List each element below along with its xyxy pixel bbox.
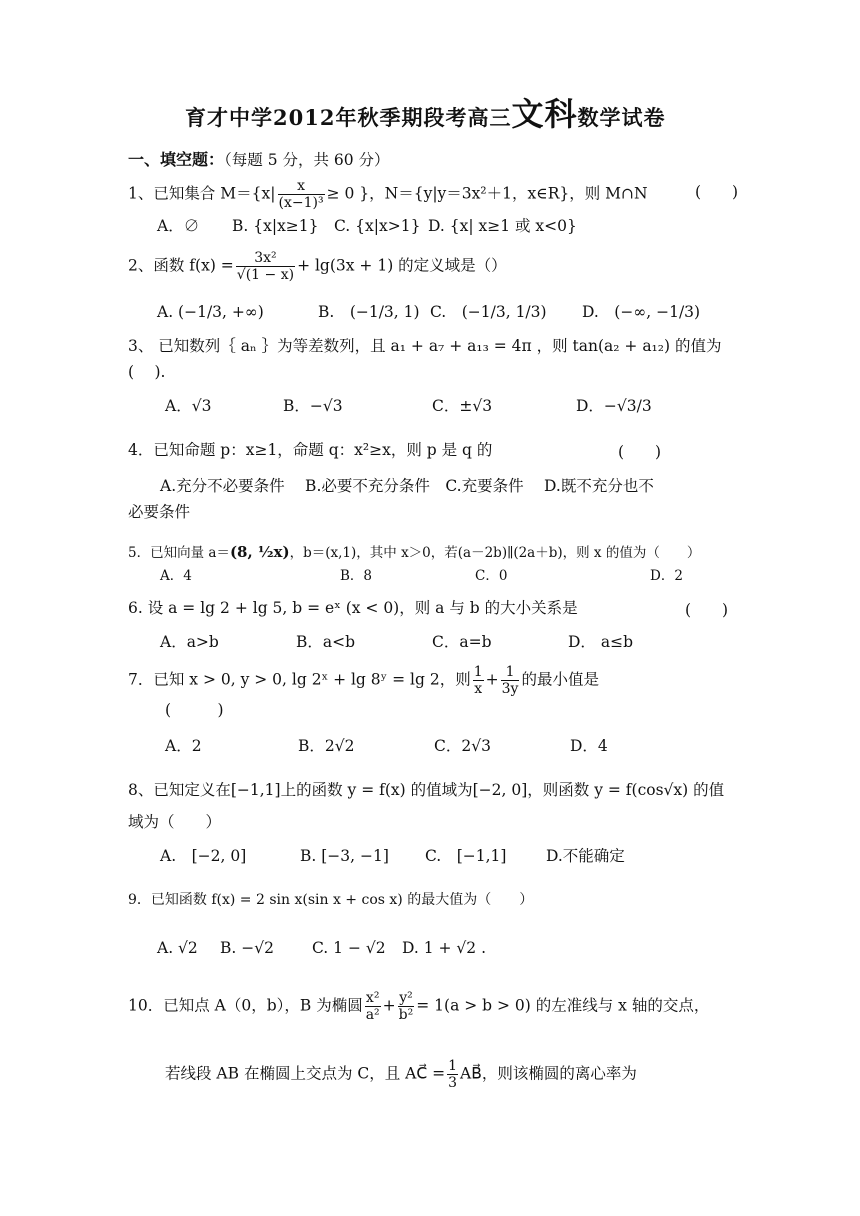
q7-option-d: D．4 — [570, 737, 608, 755]
question-6: 6. 设 a = lg 2 + lg 5, b = eˣ (x < 0)，则 a 与 b 的大小关系是 — [128, 599, 578, 617]
q5-option-d: D．2 — [650, 568, 683, 584]
q6-option-c: C．a=b — [432, 633, 492, 651]
q7-answer-bracket: ( ) — [165, 701, 224, 719]
q10-text-b: = 1(a > b > 0) 的左准线与 x 轴的交点， — [416, 996, 710, 1015]
q7-f2-num: 1 — [501, 664, 520, 681]
q7-f1-num: 1 — [473, 664, 483, 680]
question-1 — [128, 178, 648, 211]
q2-option-c: C. (−1/3, 1/3) — [430, 303, 547, 321]
q7-option-c: C．2√3 — [434, 737, 491, 755]
question-3-cont: ( ). — [128, 363, 166, 381]
q10-f2-num: y² — [399, 990, 413, 1006]
question-10-cont — [165, 1058, 637, 1091]
q10-plus: + — [382, 996, 396, 1015]
q2-option-b: B. (−1/3, 1) — [318, 303, 420, 321]
q2-text-b: + lg(3x + 1) 的定义域是（） — [297, 256, 507, 275]
q2-fraction — [236, 250, 295, 283]
q5-vector: (8, ½x) — [229, 543, 290, 561]
question-8-cont: 域为（ ） — [128, 813, 222, 831]
q7-fraction-2 — [501, 664, 520, 697]
q6-answer-bracket: ( ) — [685, 601, 729, 619]
q1-frac-num: x — [278, 178, 325, 195]
q6-option-a: A．a>b — [160, 633, 219, 651]
q7-f2-den: 3y — [501, 681, 519, 697]
q4-options-cont: 必要条件 — [128, 503, 191, 521]
exam-title — [185, 95, 666, 133]
q3-option-c: C．±√3 — [432, 397, 493, 415]
q10-fraction-3 — [447, 1058, 458, 1091]
q9-option-d: D. 1 + √2 . — [402, 939, 487, 957]
q10-f2-den: b² — [398, 1007, 414, 1023]
q1-answer-bracket: ( ) — [695, 183, 739, 201]
question-4: 4．已知命题 p：x≥1，命题 q：x²≥x，则 p 是 q 的 — [128, 441, 493, 459]
q10-text-d: AB⃗，则该椭圆的离心率为 — [460, 1064, 637, 1083]
q2-frac-num: 3x² — [236, 250, 295, 267]
q8-option-c: C. [−1,1] — [425, 847, 507, 865]
q1-text-b: ≥ 0 }，N＝{y|y＝3x²＋1，x∈R}，则 M∩N — [326, 184, 648, 203]
q5-option-b: B．8 — [340, 568, 373, 584]
q1-text-a: 1、已知集合 M＝{x| — [128, 184, 276, 203]
q8-option-a: A. [−2, 0] — [160, 847, 247, 865]
section-title: 一、填空题： — [128, 150, 225, 169]
q10-text-c: 若线段 AB 在椭圆上交点为 C，且 AC⃗ = — [165, 1064, 446, 1083]
q10-fraction-1 — [365, 990, 381, 1023]
q1-frac-den: (x−1)³ — [278, 195, 324, 211]
title-prefix: 育才中学2012年秋季期段考高三 — [185, 105, 512, 130]
question-2 — [128, 250, 507, 283]
q10-f1-den: a² — [365, 1007, 380, 1023]
q1-option-c: C. {x|x>1} — [334, 217, 421, 235]
q10-text-a: 10．已知点 A（0，b），B 为椭圆 — [128, 996, 363, 1015]
q2-text-a: 2、函数 f(x) = — [128, 256, 234, 275]
q6-option-b: B．a<b — [296, 633, 356, 651]
q7-option-a: A．2 — [165, 737, 202, 755]
q3-option-a: A．√3 — [165, 397, 212, 415]
q7-text-a: 7．已知 x > 0, y > 0, lg 2ˣ + lg 8ʸ = lg 2，则 — [128, 670, 471, 689]
q5-text-a: 5．已知向量 a＝ — [128, 545, 230, 561]
question-9: 9．已知函数 f(x) = 2 sin x(sin x + cos x) 的最大值为（ ） — [128, 892, 534, 908]
question-7 — [128, 664, 599, 697]
q5-option-a: A．4 — [160, 568, 192, 584]
section-note: （每题 5 分，共 60 分） — [224, 151, 390, 169]
question-10 — [128, 990, 709, 1023]
q10-f3-den: 3 — [448, 1075, 458, 1091]
q8-option-b: B. [−3, −1] — [300, 847, 389, 865]
q7-plus: + — [485, 670, 499, 689]
q6-option-d: D． a≤b — [568, 633, 634, 651]
q5-text-b: ，b＝(x,1)，其中 x＞0，若(a－2b)∥(2a＋b)，则 x 的值为（ ） — [289, 545, 701, 561]
q10-f3-num: 1 — [448, 1058, 458, 1074]
q7-f1-den: x — [474, 681, 483, 697]
section-heading — [128, 150, 390, 170]
q3-option-d: D．−√3/3 — [576, 397, 652, 415]
q4-answer-bracket: ( ) — [618, 443, 662, 461]
q7-text-b: 的最小值是 — [521, 670, 599, 689]
q1-option-d: D. {x| x≥1 或 x<0} — [428, 217, 577, 235]
q5-option-c: C．0 — [475, 568, 508, 584]
title-suffix: 数学试卷 — [577, 105, 666, 130]
q3-option-b: B．−√3 — [283, 397, 343, 415]
q7-fraction-1 — [473, 664, 484, 697]
question-5 — [128, 542, 700, 563]
q2-option-d: D. (−∞, −1/3) — [582, 303, 701, 321]
title-subject: 文科 — [511, 95, 578, 133]
q10-fraction-2 — [398, 990, 415, 1023]
q7-option-b: B．2√2 — [298, 737, 355, 755]
q1-option-b: B. {x|x≥1} — [232, 217, 319, 235]
q1-option-a: A．∅ — [157, 217, 200, 235]
q2-frac-den: √(1 − x) — [236, 267, 295, 283]
q1-fraction — [278, 178, 325, 211]
q2-option-a: A. (−1/3, +∞) — [157, 303, 264, 321]
q10-f1-num: x² — [365, 990, 380, 1006]
q9-option-c: C. 1 − √2 — [312, 939, 386, 957]
q8-option-d: D.不能确定 — [546, 847, 625, 865]
question-8: 8、已知定义在[−1,1]上的函数 y = f(x) 的值域为[−2, 0]，则函数 y = f(cos√x) 的值 — [128, 781, 725, 799]
q9-option-a: A. √2 — [157, 939, 198, 957]
q9-option-b: B. −√2 — [220, 939, 274, 957]
q4-options: A.充分不必要条件 B.必要不充分条件 C.充要条件 D.既不充分也不 — [160, 477, 654, 495]
question-3: 3、 已知数列｛ aₙ ｝为等差数列，且 a₁ + a₇ + a₁₃ = 4π ，则 tan(a₂ + a₁₂) 的值为 — [128, 337, 722, 355]
